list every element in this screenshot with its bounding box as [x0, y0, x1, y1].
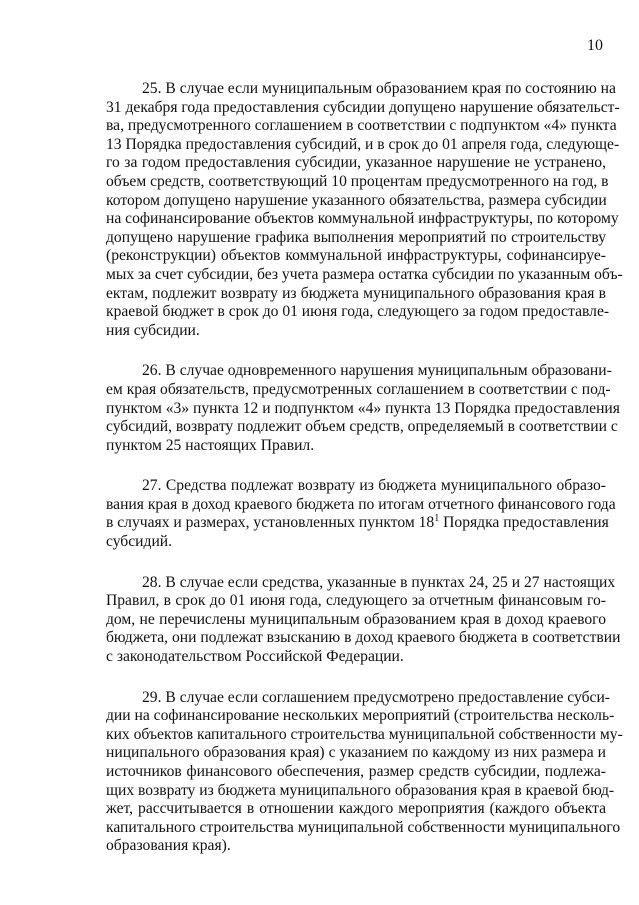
text-line: субсидий, возврату подлежит объем средств, определяемый в соответствии с	[106, 418, 618, 436]
paragraph-28	[106, 573, 621, 667]
text-line: источников финансового обеспечения, размер средств субсидии, подлежа-	[106, 763, 606, 780]
text-line: бюджета, они подлежат взысканию в доход краевого бюджета в соответствии	[106, 629, 621, 647]
text-segment: Порядка предоставления	[439, 514, 609, 532]
text-line: ва, предусмотренного соглашением в соответствии с подпунктом «4» пункта	[106, 117, 617, 135]
text-line: Правил, в срок до 01 июня года, следующего за отчетным финансовым го-	[106, 592, 606, 610]
text-line: го за годом предоставления субсидии, указанное нарушение не устранено,	[106, 154, 606, 172]
text-line: дии на софинансирование нескольких мероприятий (строительства несколь-	[106, 707, 615, 725]
paragraph-26	[106, 362, 620, 455]
text-line: 29. В случае если соглашением предусмотрено предоставление субси-	[142, 688, 610, 706]
text-line: мых за счет субсидии, без учета размера остатка субсидии по указанным объ-	[106, 265, 623, 283]
text-line: образования края).	[106, 837, 231, 855]
text-line: ния субсидии.	[106, 321, 200, 339]
text-line: объем средств, соответствующий 10 процентам предусмотренного на год, в	[106, 172, 609, 190]
paragraph-25	[106, 80, 623, 340]
text-line: дом, не перечислены муниципальным образованием края в доход краевого	[106, 610, 606, 628]
text-line: пунктом «3» пункта 12 и подпунктом «4» пункта 13 Порядка предоставления	[106, 399, 620, 417]
document-body	[106, 80, 623, 882]
text-line-with-footnote	[106, 513, 609, 533]
superscript-marker: 1	[434, 513, 440, 525]
paragraph-27	[106, 477, 616, 551]
text-line: котором допущено нарушение указанного обязательства, размера субсидии	[106, 191, 607, 209]
text-line: жет, рассчитывается в отношении каждого мероприятия (каждого объекта	[106, 800, 606, 818]
text-line: пунктом 25 настоящих Правил.	[106, 436, 315, 454]
text-line: 28. В случае если средства, указанные в пунктах 24, 25 и 27 настоящих	[142, 573, 616, 591]
text-line: с законодательством Российской Федерации.	[106, 648, 404, 666]
text-line: допущено нарушение графика выполнения мероприятий по строительству	[106, 228, 606, 246]
text-line: краевой бюджет в срок до 01 июня года, следующего за годом предоставле-	[106, 303, 610, 321]
text-line: 27. Средства подлежат возврату из бюджета муниципального образо-	[142, 477, 606, 495]
text-line: ем края обязательств, предусмотренных соглашением в соответствии с под-	[106, 380, 611, 398]
text-line: (реконструкции) объектов коммунальной инфраструктуры, софинансируе-	[106, 247, 606, 265]
text-line: вания края в доход краевого бюджета по итогам отчетного финансового года	[106, 495, 616, 513]
text-line: ких объектов капитального строительства муниципальной собственности му-	[106, 725, 623, 743]
text-line: 26. В случае одновременного нарушения муниципальным образовани-	[142, 362, 612, 380]
page-number: 10	[587, 37, 603, 54]
text-line: на софинансирование объектов коммунальной инфраструктуры, по которому	[106, 210, 619, 228]
text-line: субсидий.	[106, 533, 173, 551]
text-line: 31 декабря года предоставления субсидии допущено нарушение обязательст-	[106, 98, 620, 116]
text-segment: в случаях и размерах, установленных пунктом 18	[106, 514, 435, 532]
paragraph-29	[106, 688, 623, 856]
text-line: ектам, подлежит возврату из бюджета муниципального образования края в	[106, 284, 606, 302]
text-line: ниципального образования края) с указанием по каждому из них размера и	[106, 744, 606, 762]
text-line: 13 Порядка предоставления субсидий, и в срок до 01 апреля года, следующе-	[106, 135, 620, 153]
text-line: капитального строительства муниципальной собственности муниципального	[106, 818, 621, 836]
text-line: 25. В случае если муниципальным образованием края по состоянию на	[142, 80, 616, 97]
text-line: щих возврату из бюджета муниципального образования края в краевой бюд-	[106, 781, 615, 799]
